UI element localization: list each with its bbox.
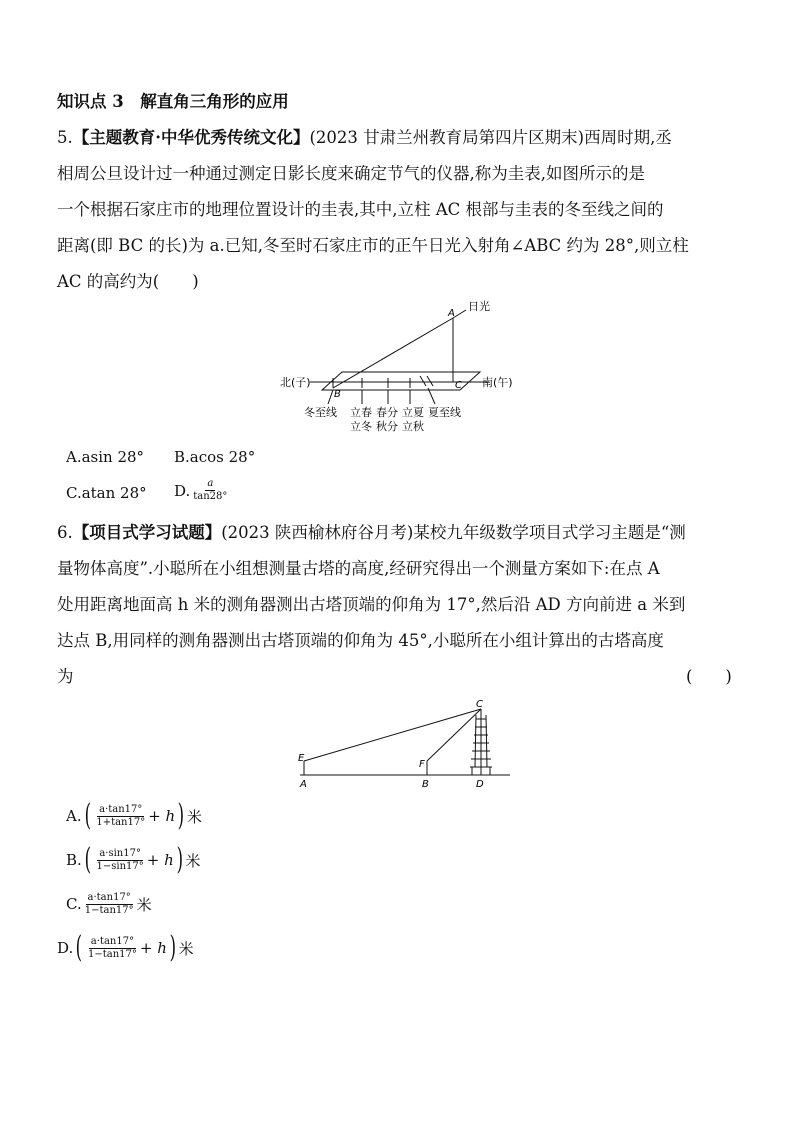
label-north: 北(子) (280, 376, 311, 389)
q6-line2: 量物体高度”.小聪所在小组想测量古塔的高度,经研究得出一个测量方案如下:在点 A (57, 559, 660, 578)
sunlight-leader (453, 310, 466, 318)
label-liqiu: 立秋 (402, 420, 424, 433)
q5-line4: 距离(即 BC 的长)为 a.已知,冬至时石家庄市的正午日光入射角∠ABC 约为 28°,则立柱 (57, 236, 689, 255)
sunlight-ray (333, 318, 453, 388)
label-lixia: 立夏 (402, 406, 424, 419)
label-summer: 夏至线 (428, 406, 461, 419)
q5-text: 西周时期,丞 (584, 128, 672, 147)
q5-line1 (57, 128, 672, 148)
label-sunlight: 日光 (468, 300, 490, 313)
label-a: A (300, 779, 307, 790)
q6-tag: 【项目式学习试题】 (72, 523, 222, 542)
q6-answer-paren: ( ) (686, 667, 732, 686)
q5-number: 5. (57, 128, 73, 147)
q6-number: 6. (57, 523, 73, 542)
q6-option-a[interactable]: A. ( $\frac{a\cdot\tan 17^\circ}{1+\tan 17^\circ}$ + h ) 米 (66, 798, 202, 833)
label-b: B (334, 389, 341, 400)
q6-line1 (57, 523, 686, 543)
q5-line3: 一个根据石家庄市的地理位置设计的圭表,其中,立柱 AC 根部与圭表的冬至线之间的 (57, 200, 664, 219)
label-e: E (298, 753, 305, 764)
q5-option-d[interactable]: D. $\frac{a}{\tan 28^\circ}$ (174, 478, 228, 502)
label-c: C (476, 699, 483, 710)
q5-option-b[interactable]: B.acos 28° (174, 448, 256, 466)
q6-option-d[interactable]: D. ( $\frac{a\cdot\tan 17^\circ}{1-\tan 17^\circ}$ + h ) 米 (57, 930, 194, 965)
label-a: A (448, 308, 455, 319)
q5-option-c[interactable]: C.atan 28° (66, 484, 147, 502)
q6-text: 某校九年级数学项目式学习主题是“测 (413, 523, 686, 542)
label-b: B (422, 779, 429, 790)
label-lidong: 立冬 (350, 420, 372, 433)
q6-line4: 达点 B,用同样的测角器测出古塔顶端的仰角为 45°,小聪所在小组计算出的古塔高度 (57, 631, 664, 650)
label-south: 南(午) (482, 376, 513, 389)
q5-line2: 相周公旦设计过一种通过测定日影长度来确定节气的仪器,称为圭表,如图所示的是 (57, 164, 645, 183)
label-f: F (419, 759, 425, 770)
q6-source: (2023 陕西榆林府谷月考) (221, 523, 414, 542)
pagoda-figure (290, 695, 525, 795)
q5-d-fraction: $\frac{a}{\tan 28^\circ}$ (193, 478, 228, 502)
label-d: D (476, 779, 484, 790)
label-lichun: 立春 (350, 406, 372, 419)
q5-source: (2023 甘肃兰州教育局第四片区期末) (309, 128, 585, 147)
label-chunfen: 春分 (376, 406, 398, 419)
q5-option-a[interactable]: A.asin 28° (66, 448, 145, 466)
q5-line5: AC 的高约为( ) (57, 272, 199, 291)
q5-tag: 【主题教育·中华优秀传统文化】 (72, 128, 310, 147)
label-qiufen: 秋分 (376, 420, 398, 433)
q6-line5: 为 (57, 667, 74, 686)
q6-option-c[interactable]: C. $\frac{a\cdot\tan 17^\circ}{1-\tan 17^\circ}$ 米 (66, 891, 152, 916)
section-title: 知识点 3 解直角三角形的应用 (57, 92, 289, 111)
q6-option-b[interactable]: B. ( $\frac{a\cdot\sin 17^\circ}{1-\sin 17^\circ}$ + h ) 米 (66, 842, 201, 877)
label-c: C (455, 380, 462, 391)
q6-line3: 处用距离地面高 h 米的测角器测出古塔顶端的仰角为 17°,然后沿 AD 方向前进 a 米到 (57, 595, 686, 614)
label-winter: 冬至线 (304, 406, 337, 419)
gnomon-figure (270, 300, 530, 440)
